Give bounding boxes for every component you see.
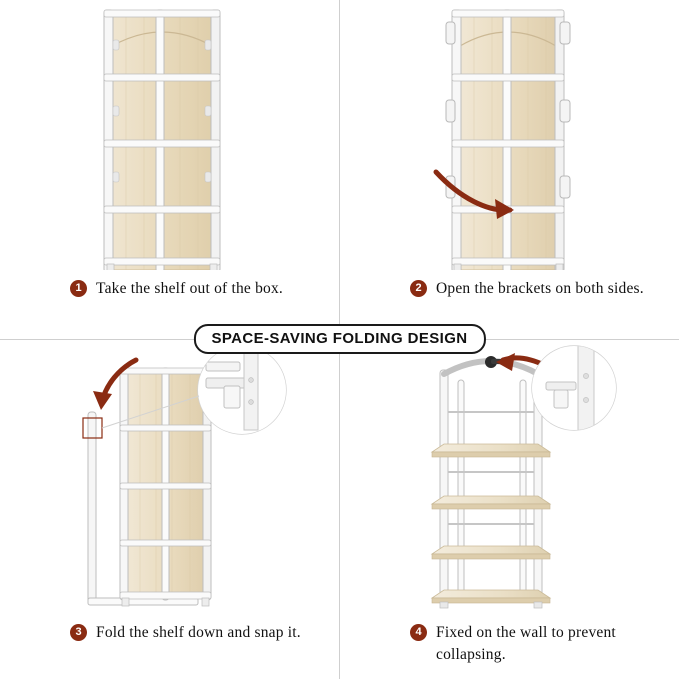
shelf-board	[432, 496, 550, 509]
shelf-board	[432, 590, 550, 603]
detail-circle-bracket	[198, 346, 286, 434]
step-number-badge: 2	[410, 280, 427, 297]
shelf-board	[432, 444, 550, 457]
step-caption-text: Take the shelf out of the box.	[96, 280, 283, 297]
step-panel-4	[340, 340, 679, 679]
illustration-step-2	[340, 0, 679, 270]
step-panel-2	[340, 0, 679, 339]
caption-step-4	[410, 622, 665, 666]
step-caption-text: Open the brackets on both sides.	[436, 280, 644, 297]
step-caption-text: Fixed on the wall to prevent collapsing.	[436, 624, 616, 663]
caption-step-2	[410, 278, 665, 300]
step-number-badge: 4	[410, 624, 427, 641]
step-number-badge: 1	[70, 280, 87, 297]
illustration-step-3	[0, 340, 339, 610]
banner-title: SPACE-SAVING FOLDING DESIGN	[193, 324, 485, 354]
illustration-step-4	[340, 340, 679, 610]
caption-step-1	[70, 278, 325, 300]
shelf-board	[432, 546, 550, 559]
step-panel-3	[0, 340, 339, 679]
step-number-badge: 3	[70, 624, 87, 641]
detail-circle-wall-mount	[532, 346, 616, 430]
step-panel-1	[0, 0, 339, 339]
caption-step-3	[70, 622, 325, 644]
illustration-step-1	[0, 0, 339, 270]
step-caption-text: Fold the shelf down and snap it.	[96, 624, 301, 641]
